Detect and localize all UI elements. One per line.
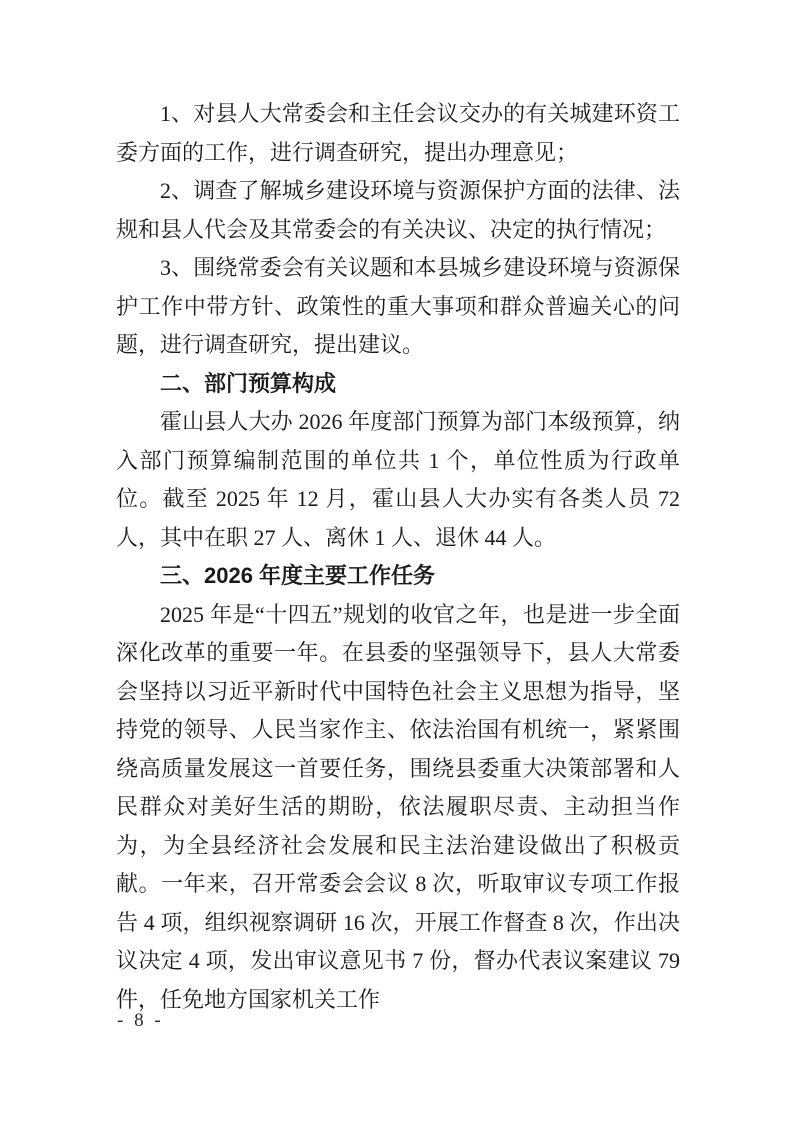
- document-body: [116, 95, 680, 1019]
- paragraph-budget-composition: 霍山县人大办 2026 年度部门预算为部门本级预算，纳入部门预算编制范围的单位共 1 个，单位性质为行政单位。截至 2025 年 12 月，霍山县人大办实有各类人员 72 人，其中在职 27 人、离休 1 人、退休 44 人。: [116, 409, 680, 550]
- list-item-1: 1、对县人大常委会和主任会议交办的有关城建环资工委方面的工作，进行调查研究，提出办理意见；: [116, 101, 680, 165]
- list-item-2: 2、调查了解城乡建设环境与资源保护方面的法律、法规和县人代会及其常委会的有关决议、决定的执行情况；: [116, 178, 680, 242]
- list-item-3: 3、围绕常委会有关议题和本县城乡建设环境与资源保护工作中带方针、政策性的重大事项和群众普遍关心的问题，进行调查研究，提出建议。: [116, 255, 680, 357]
- paragraph-2026-main-tasks: 2025 年是“十四五”规划的收官之年，也是进一步全面深化改革的重要一年。在县委的坚强领导下，县人大常委会坚持以习近平新时代中国特色社会主义思想为指导，坚持党的领导、人民当家作主、依法治国有机统一，紧紧围绕高质量发展这一首要任务，围绕县委重大决策部署和人民群众对美好生活的期盼，依法履职尽责、主动担当作为，为全县经济社会发展和民主法治建设做出了积极贡献。一年来，召开常委会会议 8 次，听取审议专项工作报告 4 项，组织视察调研 16 次，开展工作督查 8 次，作出决议决定 4 项，发出审议意见书 7 份，督办代表议案建议 79 件，任免地方国家机关工作: [116, 601, 680, 1012]
- section-heading-2026-main-tasks: 三、2026 年度主要工作任务: [160, 563, 436, 588]
- page-number: - 8 -: [117, 1010, 164, 1031]
- section-heading-budget-composition: 二、部门预算构成: [160, 370, 337, 396]
